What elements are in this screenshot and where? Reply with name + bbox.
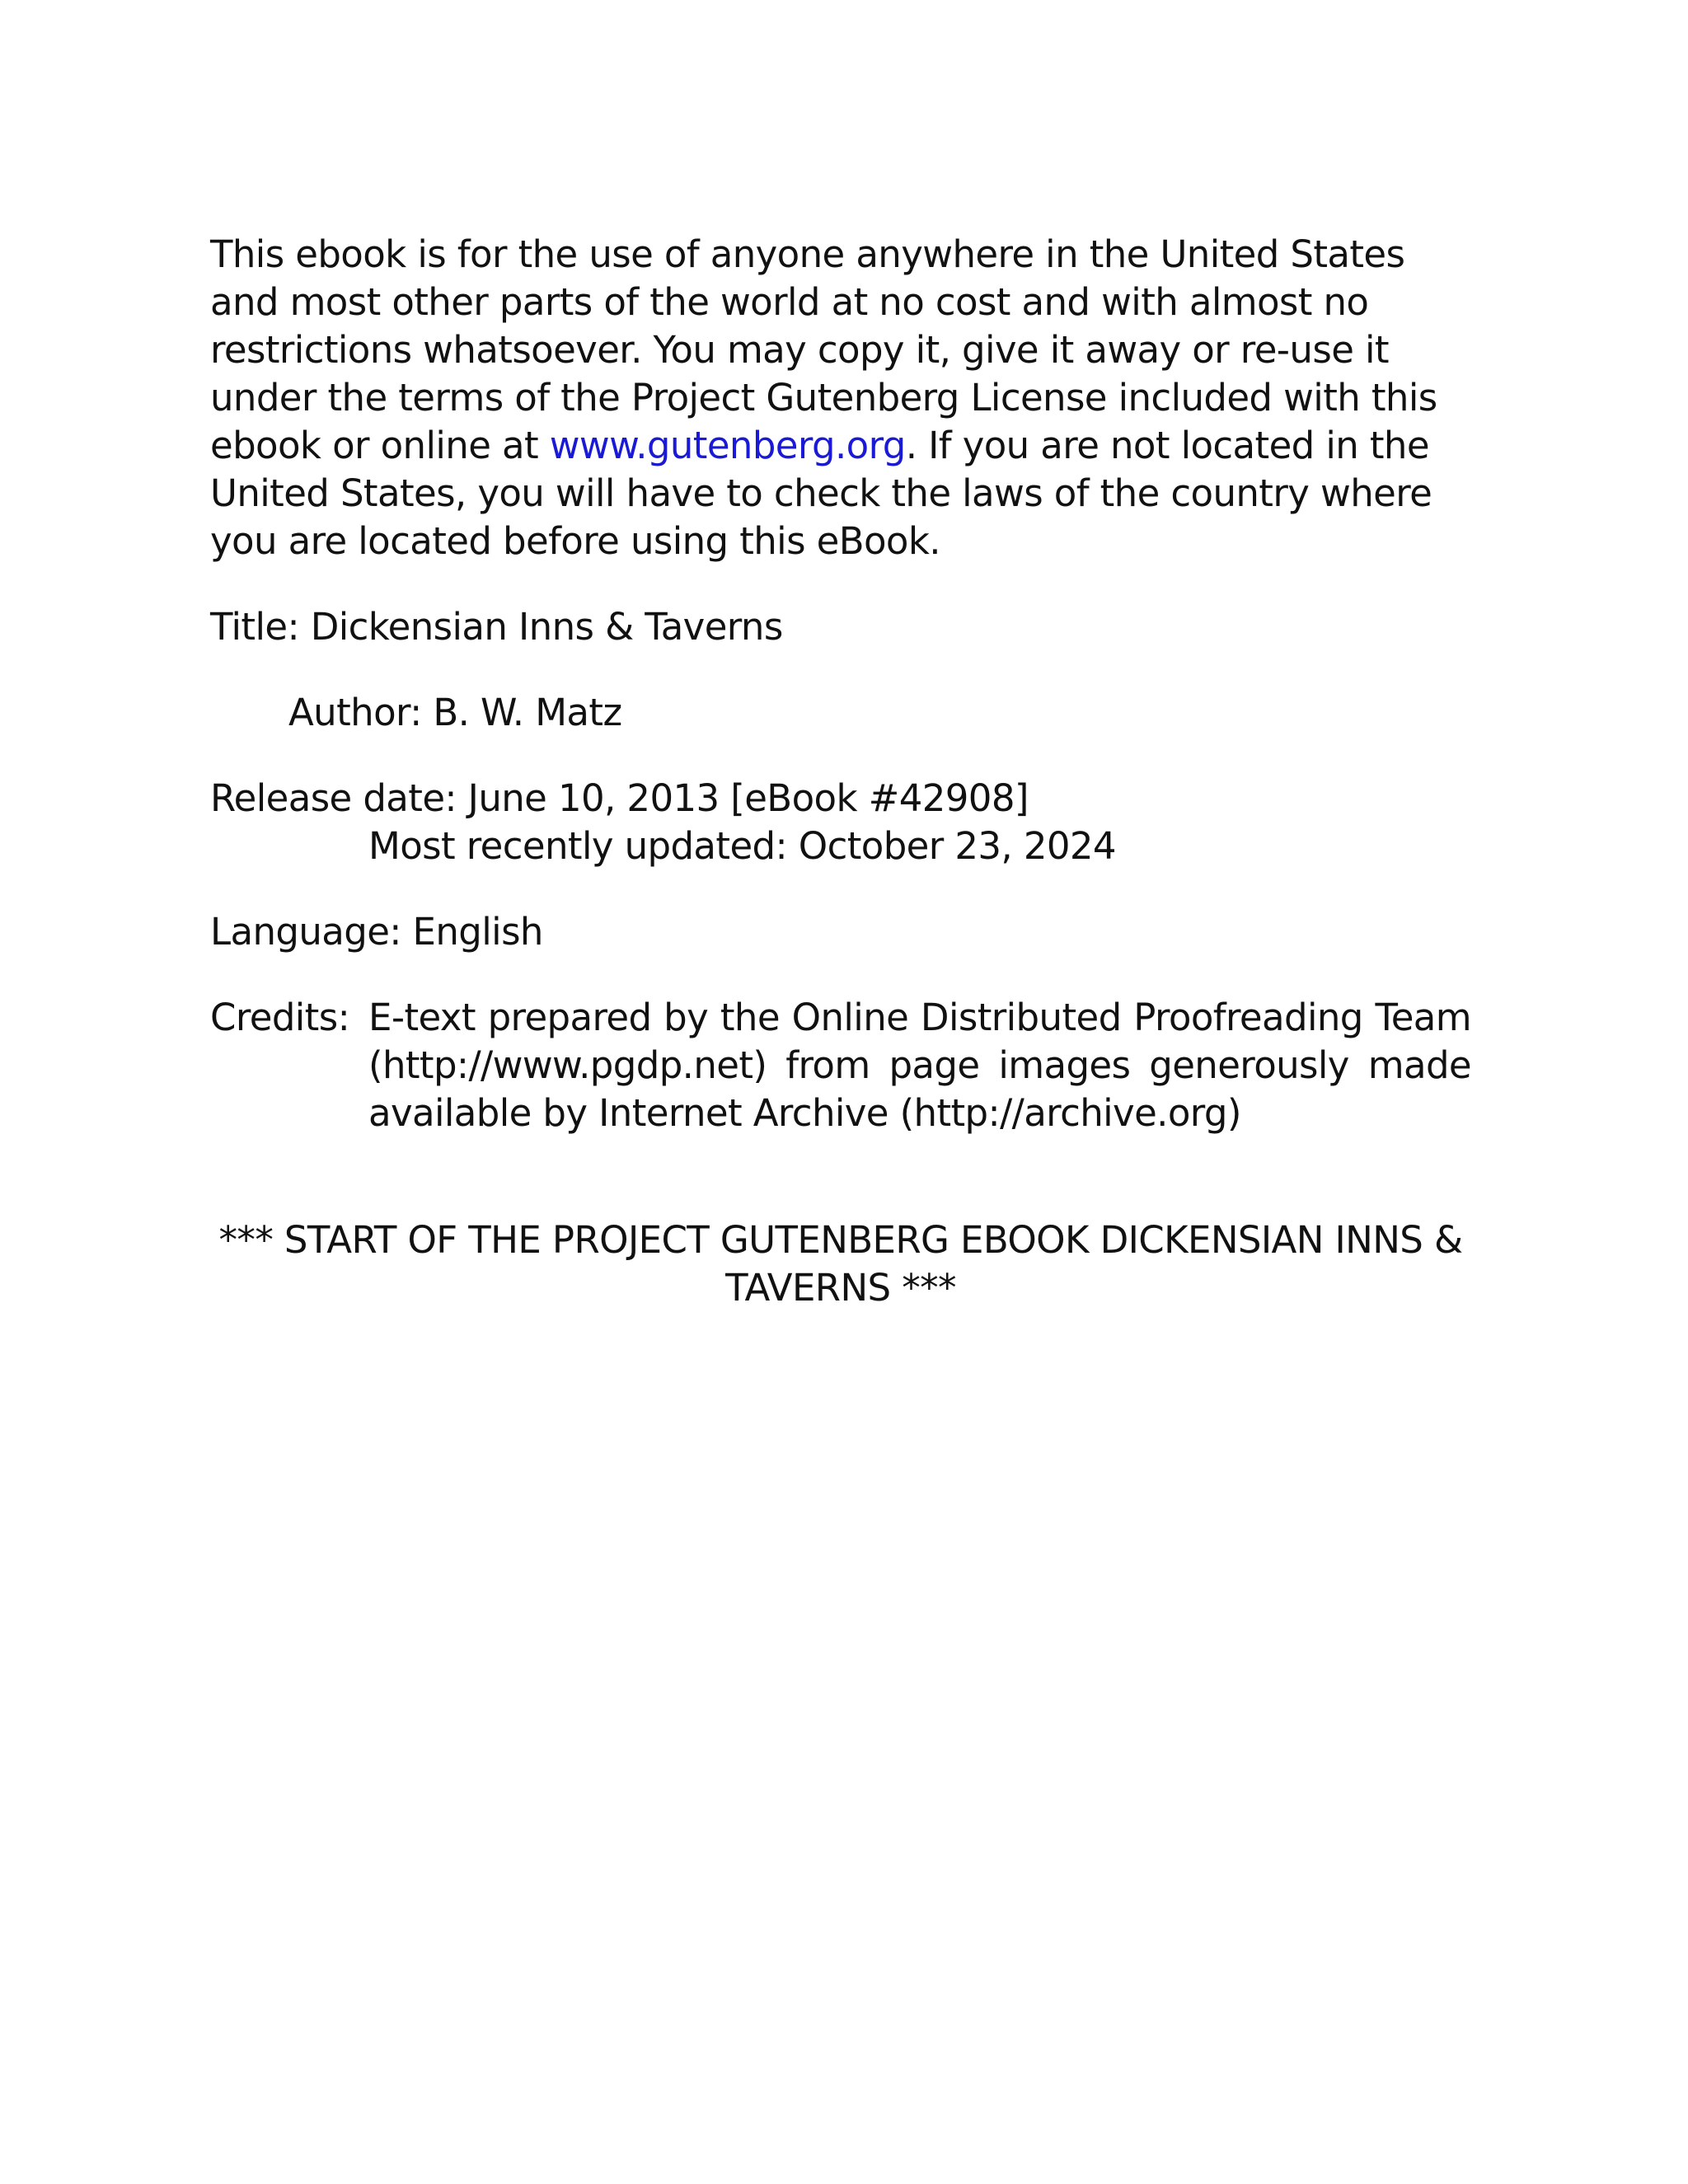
credits-block (210, 994, 1471, 1137)
language-line: Language: English (210, 910, 543, 954)
author-line: Author: B. W. Matz (288, 691, 622, 734)
title-line: Title: Dickensian Inns & Taverns (210, 605, 783, 649)
license-text-after-link: . If you are not located in the United States, you will have to check the laws of the country where you are located before using this eBook. (210, 424, 1432, 563)
credits-label: Credits: (210, 996, 350, 1039)
start-of-ebook-marker: *** START OF THE PROJECT GUTENBERG EBOOK DICKENSIAN INNS & TAVERNS *** (218, 1218, 1463, 1310)
ebook-front-matter (210, 231, 1471, 1312)
gutenberg-link[interactable]: www.gutenberg.org (549, 424, 906, 467)
release-date-line: Release date: June 10, 2013 [eBook #42908] (210, 776, 1029, 820)
license-text-before-link: This ebook is for the use of anyone anywhere in the United States and most other parts of the world at no cost and with almost no restrictions whatsoever. You may copy it, give it away or re-use it under the terms of the Project Gutenberg License included with this ebook or online at (210, 232, 1437, 467)
license-paragraph (210, 231, 1471, 565)
updated-line: Most recently updated: October 23, 2024 (368, 824, 1116, 868)
credits-text: E-text prepared by the Online Distributed Proofreading Team (http://www.pgdp.net) from page images generously made available by Internet Archive (http://archive.org) (368, 996, 1471, 1135)
